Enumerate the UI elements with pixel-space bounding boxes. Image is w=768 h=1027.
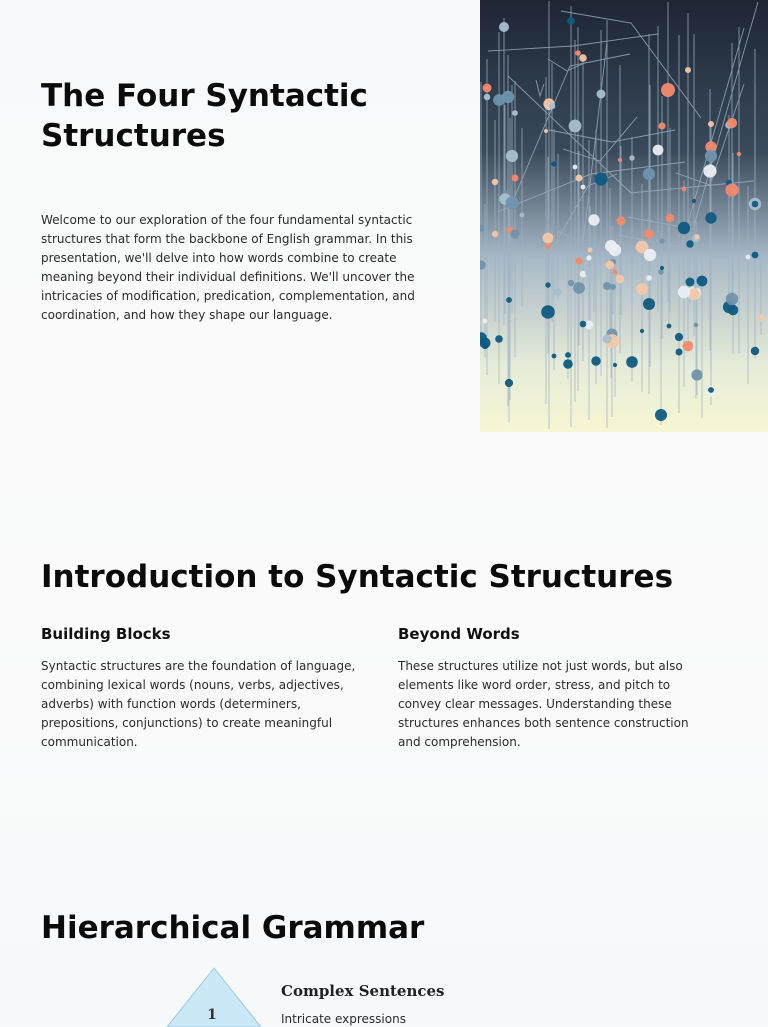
beyond-words-title: Beyond Words (398, 625, 520, 643)
tier-text: Intricate expressions (281, 1012, 406, 1026)
building-blocks-text: Syntactic structures are the foundation of language, combining lexical words (nouns, verbs, adjectives, adverbs) with function words (determiners, prepositions, conjunctions) to create meaningful communication. (41, 659, 356, 749)
intro-paragraph: Welcome to our exploration of the four fundamental syntactic structures that form the backbone of English grammar. In this presentation, we'll delve into how words combine to create meaning beyond their individual definitions. We'll uncover the intricacies of modification, predication, complementation, and coordination, and how they shape our language. (41, 213, 415, 322)
building-blocks-title: Building Blocks (41, 625, 171, 643)
hero-illustration (480, 0, 768, 432)
tier-title: Complex Sentences (281, 982, 445, 1000)
abstract-network-illustration-icon (480, 0, 768, 432)
beyond-words-text: These structures utilize not just words, but also elements like word order, stress, and pitch to convey clear messages. Understanding these structures enhances both sentence construction and comprehension. (398, 659, 689, 749)
section-title-intro: Introduction to Syntactic Structures (41, 559, 674, 595)
tier-number: 1 (207, 1007, 217, 1023)
section-title-hierarchy: Hierarchical Grammar (41, 910, 425, 946)
page-title: The Four Syntactic Structures (41, 78, 368, 154)
